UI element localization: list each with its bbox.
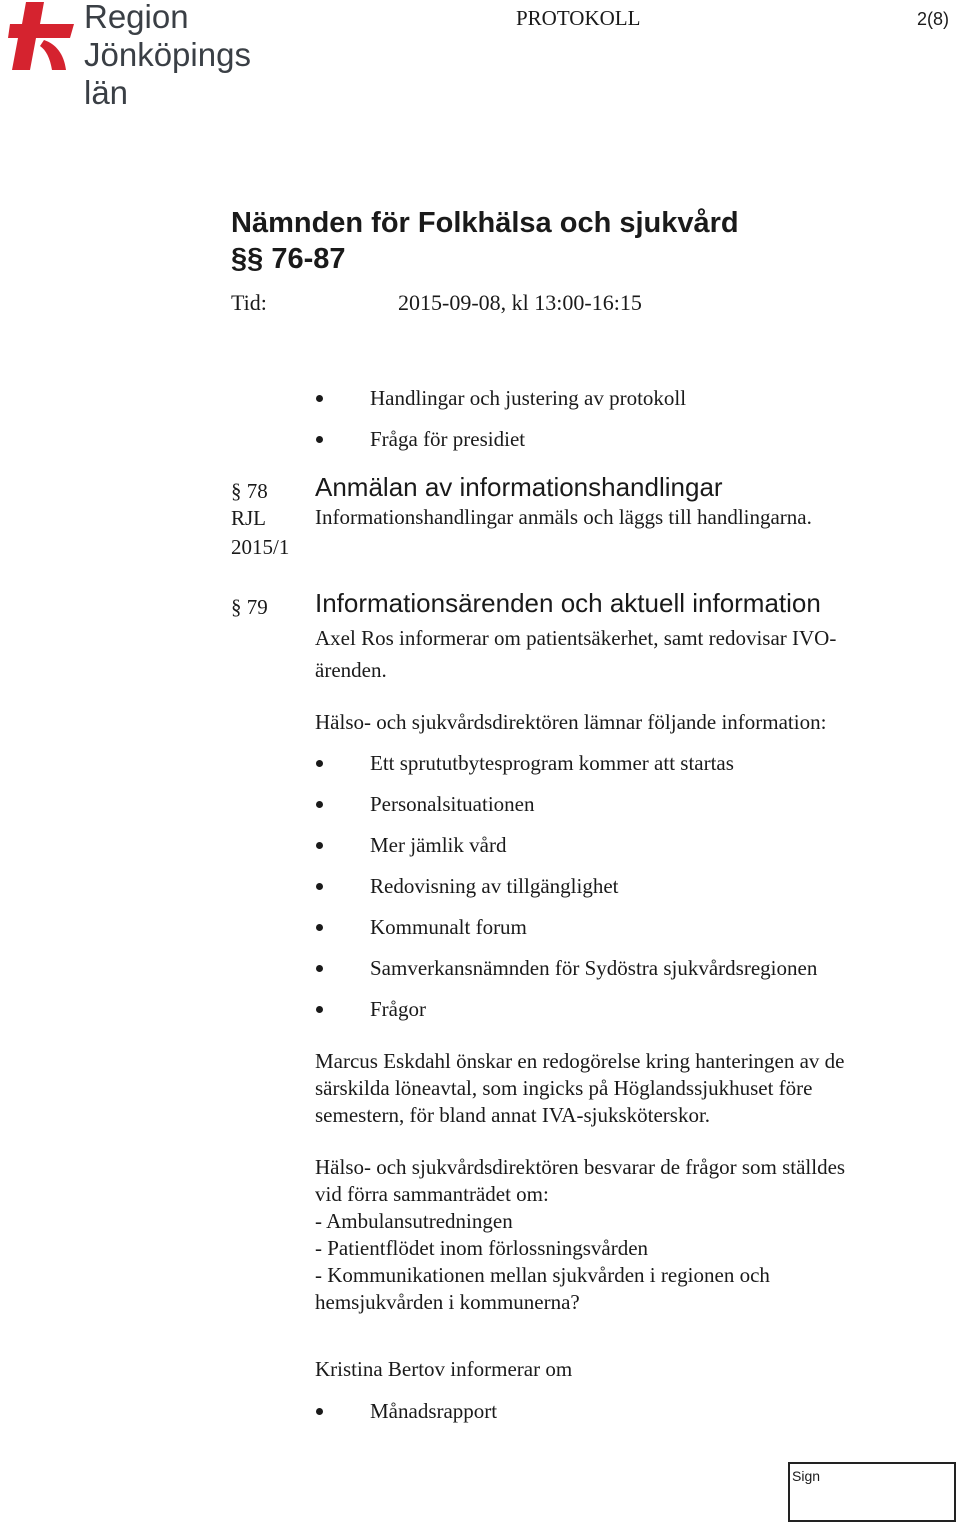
page-title: Nämnden för Folkhälsa och sjukvård [231,207,739,239]
page-number: 2(8) [917,9,950,29]
text-line: särskilda löneavtal, som ingicks på Höglandssjukhuset före [315,1076,813,1100]
text-line: - Kommunikationen mellan sjukvården i regionen och [315,1263,770,1287]
text-line: Hälso- och sjukvårdsdirektören besvarar de frågor som ställdes [315,1155,846,1179]
section-79-paragraph-4 [315,1154,845,1316]
text-line: - Patientflödet inom förlossningsvården [315,1236,649,1260]
text-line: - Ambulansutredningen [315,1209,513,1233]
logo-line-1: Region [84,0,189,35]
text-line: Marcus Eskdahl önskar en redogörelse kring hanteringen av de [315,1049,845,1073]
section-78-text: Informationshandlingar anmäls och läggs till handlingarna. [315,505,812,529]
list-item: Månadsrapport [316,1399,497,1440]
section-79-heading: Informationsärenden och aktuell information [315,588,821,618]
section-78-ref: RJL [231,506,267,530]
list-item: Frågor [316,997,817,1038]
section-78-ref-number: 2015/1 [231,535,290,559]
list-item: Ett sprututbytesprogram kommer att startas [316,751,817,792]
section-79-paragraph-1: Axel Ros informerar om patientsäkerhet, samt redovisar IVO- [315,626,837,650]
logo-line-2: Jönköpings län [84,36,251,111]
section-79-number: § 79 [231,595,268,619]
document-type: PROTOKOLL [516,6,641,30]
intro-list [316,386,686,468]
region-logo [4,0,304,111]
sign-box [788,1462,956,1522]
section-79-paragraph-3 [315,1048,845,1129]
section-79-paragraph-1-cont: ärenden. [315,658,387,682]
text-line: semestern, för bland annat IVA-sjuksköterskor. [315,1103,711,1127]
time-label: Tid: [231,290,267,315]
list-item: Samverkansnämnden för Sydöstra sjukvårdsregionen [316,956,817,997]
section-78-heading: Anmälan av informationshandlingar [315,472,723,502]
paragraph-range: §§ 76-87 [231,243,346,275]
list-item: Kommunalt forum [316,915,817,956]
list-item: Redovisning av tillgänglighet [316,874,817,915]
section-79-paragraph-2: Hälso- och sjukvårdsdirektören lämnar följande information: [315,710,827,734]
section-79-paragraph-5: Kristina Bertov informerar om [315,1357,573,1381]
time-value: 2015-09-08, kl 13:00-16:15 [398,290,642,315]
text-line: vid förra sammanträdet om: [315,1182,549,1206]
list-item: Personalsituationen [316,792,817,833]
region-cross-icon [4,0,80,74]
text-line: hemsjukvården i kommunerna? [315,1290,580,1314]
sign-label: Sign [792,1468,821,1484]
list-item: Fråga för presidiet [316,427,686,468]
info-list [316,751,817,1038]
report-list [316,1399,497,1440]
section-78-number: § 78 [231,479,268,503]
list-item: Mer jämlik vård [316,833,817,874]
list-item: Handlingar och justering av protokoll [316,386,686,427]
